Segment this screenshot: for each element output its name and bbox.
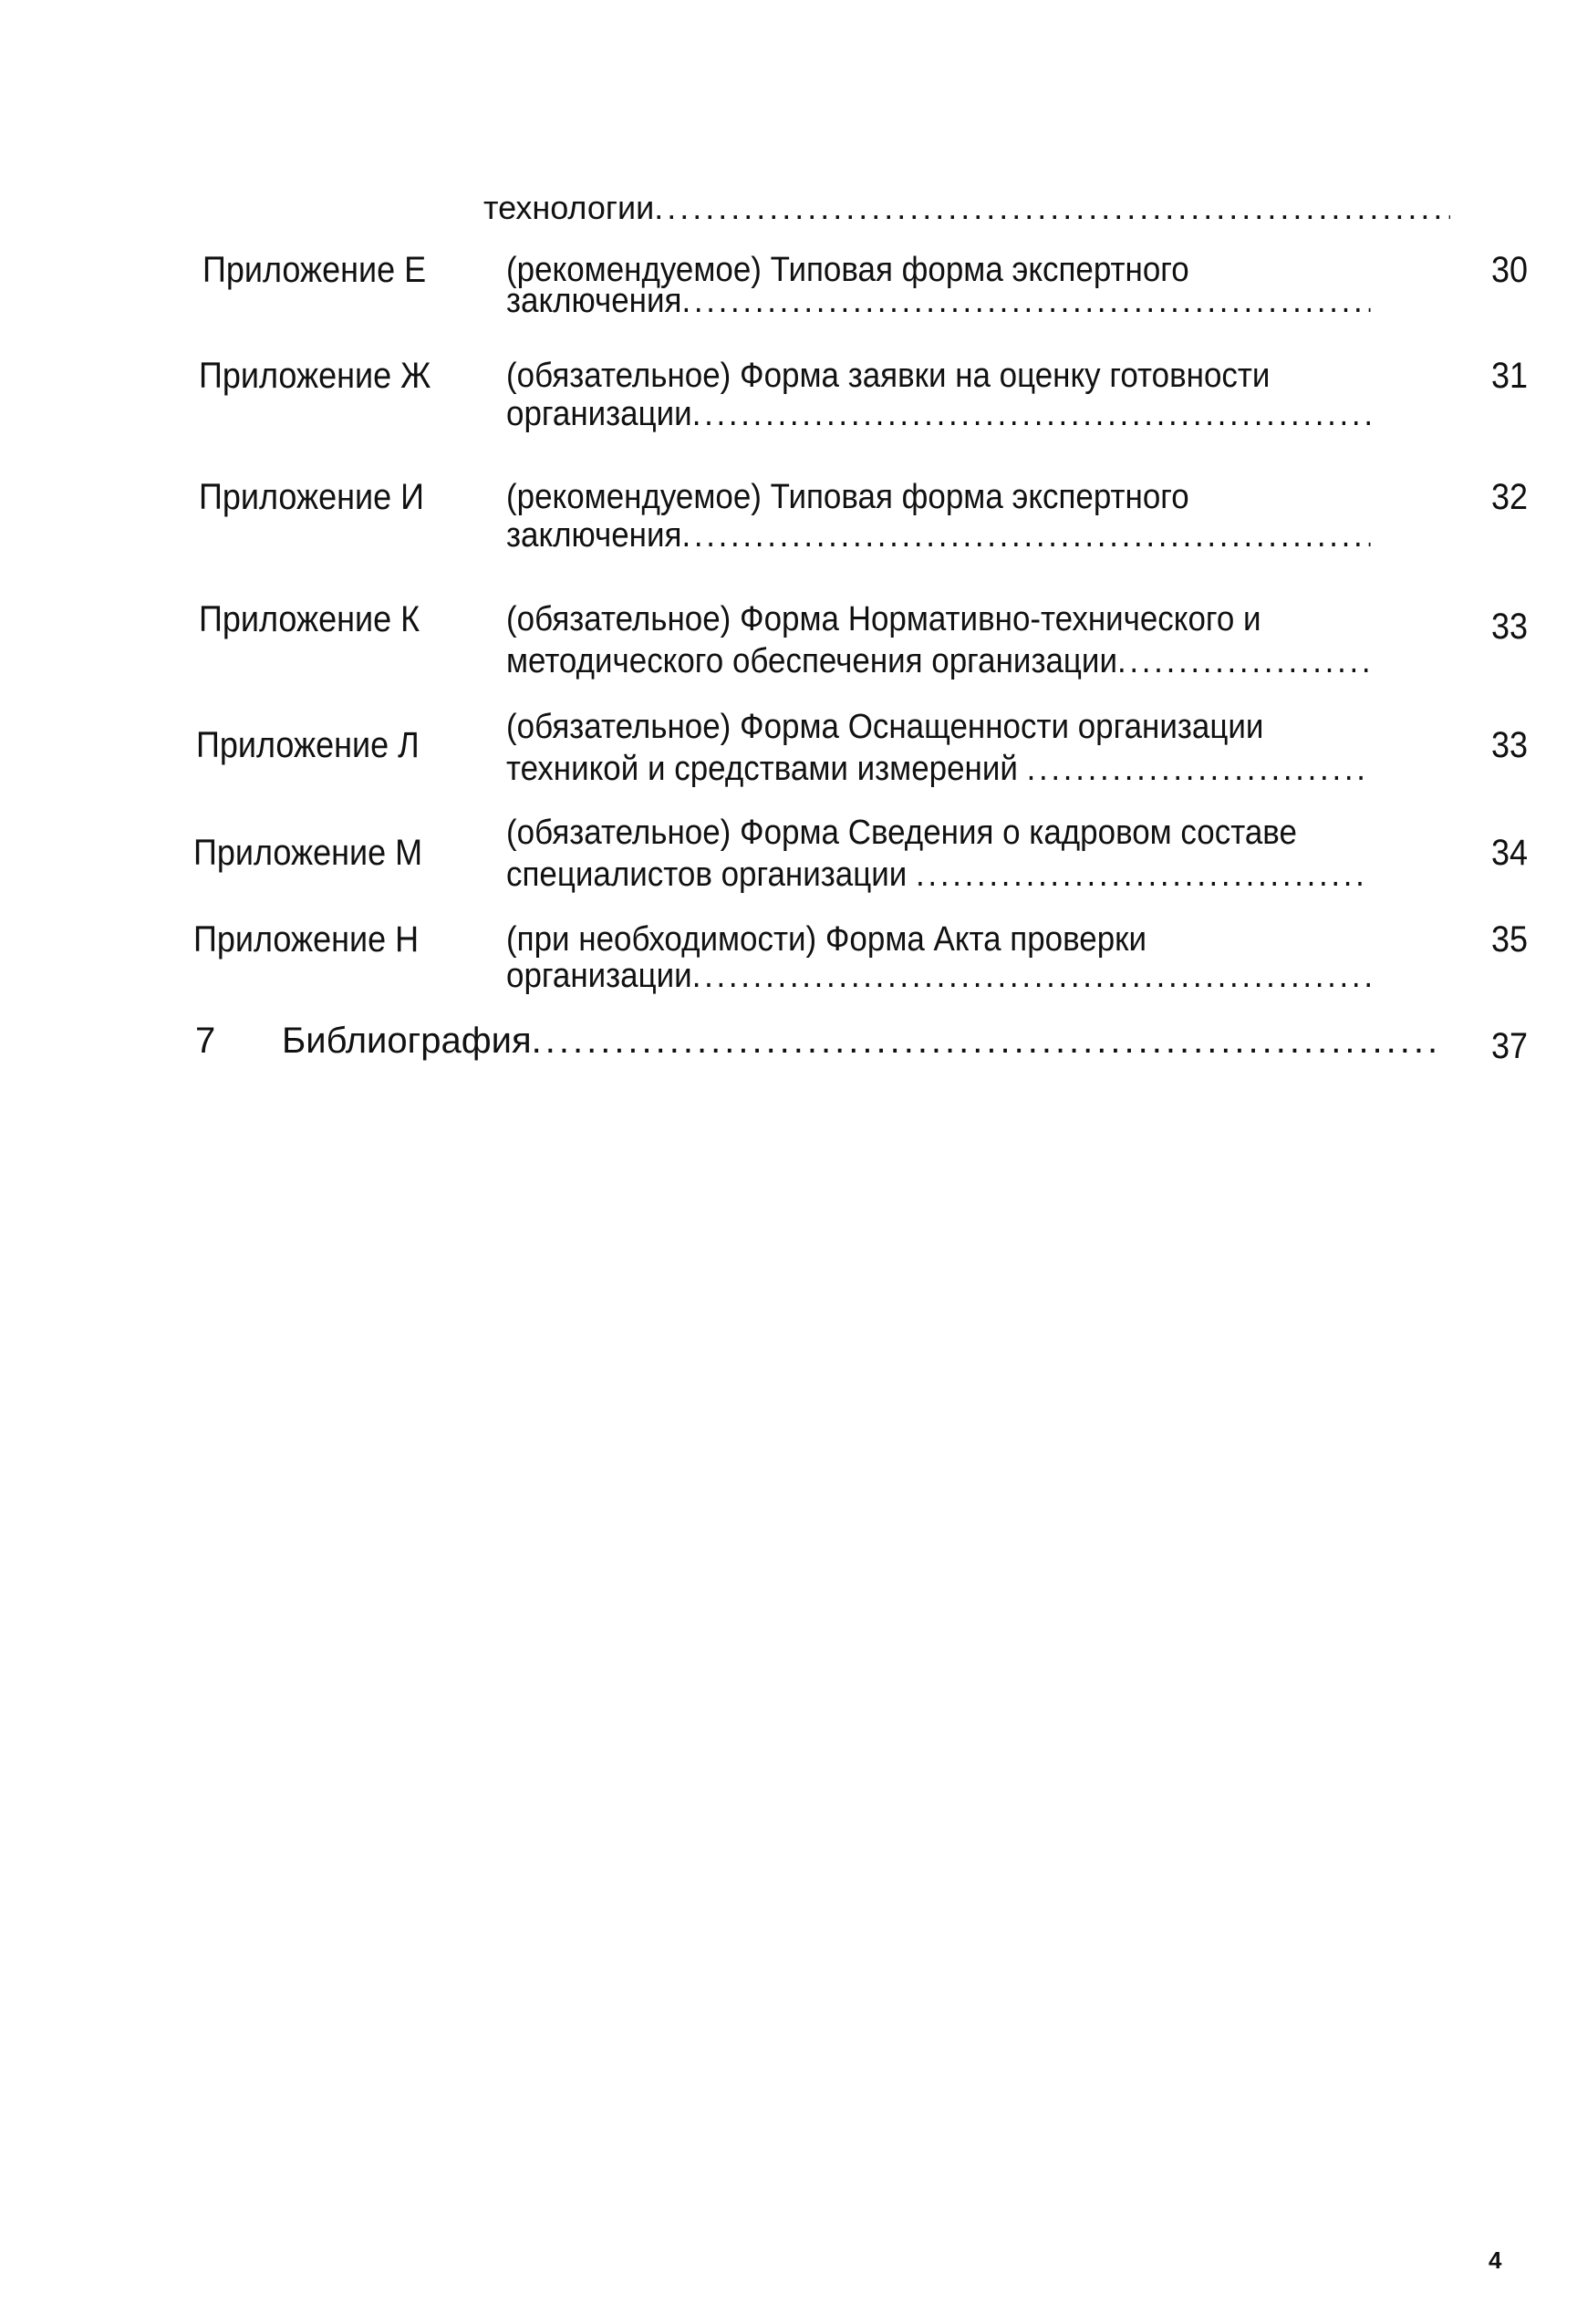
- toc-entry-label: Приложение М: [193, 833, 423, 873]
- toc-entry-page: 33: [1490, 607, 1528, 647]
- toc-entry-line: (рекомендуемое) Типовая форма экспертного: [506, 251, 1189, 289]
- toc-entry-description: [506, 598, 1371, 682]
- leader-dots: [681, 280, 1370, 322]
- toc-entry-line: специалистов организации: [506, 856, 908, 894]
- toc-entry-line: методического обеспечения организации: [506, 642, 1118, 680]
- toc-continuation-text: технологии: [483, 189, 655, 226]
- leader-dots: [692, 955, 1371, 997]
- leader-dots: [916, 854, 1371, 896]
- page-number: 4: [1489, 2246, 1502, 2274]
- toc-entry-page: 35: [1490, 919, 1528, 960]
- toc-entry-line: техникой и средствами измерений: [506, 750, 1018, 788]
- leader-dots: [654, 187, 1450, 229]
- toc-entry-page: 33: [1490, 725, 1528, 765]
- toc-entry-line: организации: [506, 395, 692, 433]
- toc-entry-page: 30: [1490, 250, 1528, 290]
- leader-dots: [681, 514, 1370, 556]
- toc-entry-page: 34: [1490, 833, 1528, 873]
- toc-bibliography-line: [195, 1020, 1436, 1062]
- toc-entry-line: (обязательное) Форма Оснащенности организации: [506, 708, 1264, 746]
- toc-entry-line: заключения: [506, 516, 682, 555]
- toc-entry-line: (рекомендуемое) Типовая форма экспертного: [506, 478, 1189, 516]
- toc-entry-description: [506, 355, 1371, 435]
- toc-bibliography-page: 37: [1490, 1026, 1528, 1066]
- toc-entry-label: Приложение К: [199, 599, 420, 639]
- toc-entry-description: [506, 918, 1371, 997]
- toc-entry-line: (обязательное) Форма Нормативно-технического и: [506, 600, 1261, 638]
- toc-entry-line: заключения: [506, 282, 682, 320]
- toc-entry-description: [506, 812, 1371, 896]
- toc-section-number: 7: [195, 1021, 216, 1061]
- toc-entry-label: Приложение Л: [196, 725, 420, 765]
- toc-entry-line: организации: [506, 957, 692, 995]
- toc-entry-line: (обязательное) Форма заявки на оценку готовности: [506, 357, 1271, 395]
- toc-entry-description: [506, 249, 1371, 322]
- leader-dots: [692, 393, 1371, 435]
- toc-continuation-line: [483, 187, 1450, 229]
- toc-entry-line: (при необходимости) Форма Акта проверки: [506, 920, 1147, 959]
- leader-dots: [532, 1020, 1436, 1062]
- leader-dots: [1117, 640, 1371, 682]
- toc-entry-page: 31: [1490, 356, 1528, 396]
- toc-entry-label: Приложение И: [199, 477, 425, 517]
- toc-entry-label: Приложение Н: [193, 919, 420, 960]
- toc-entry-label: Приложение Ж: [199, 356, 431, 396]
- toc-entry-description: [506, 476, 1371, 556]
- toc-entry-line: (обязательное) Форма Сведения о кадровом составе: [506, 814, 1297, 852]
- leader-dots: [1027, 748, 1371, 790]
- toc-entry-description: [506, 706, 1371, 790]
- toc-entry-page: 32: [1490, 477, 1528, 517]
- toc-entry-label: Приложение Е: [202, 250, 427, 290]
- toc-section-title: Библиография: [282, 1021, 532, 1061]
